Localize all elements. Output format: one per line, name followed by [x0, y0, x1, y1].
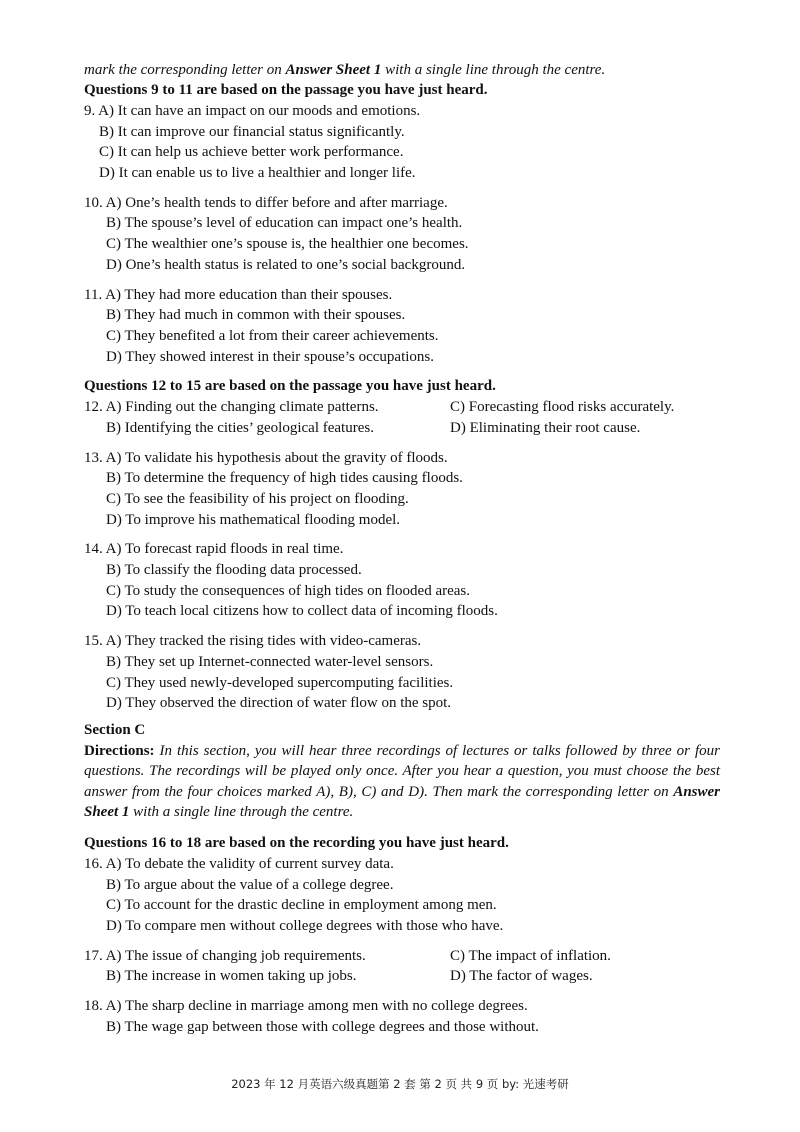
- option-9c: C) It can help us achieve better work performance.: [99, 144, 404, 161]
- option-9b: B) It can improve our financial status significantly.: [99, 123, 405, 140]
- option-13a: 13. A) To validate his hypothesis about the gravity of floods.: [84, 449, 448, 466]
- option-13d: D) To improve his mathematical flooding model.: [106, 511, 401, 528]
- option-17a: 17. A) The issue of changing job requirements.: [84, 947, 366, 964]
- question-18: [84, 996, 720, 1037]
- option-12c: C) Forecasting flood risks accurately.: [450, 399, 675, 416]
- option-13b: B) To determine the frequency of high tides causing floods.: [106, 470, 463, 487]
- option-11b: B) They had much in common with their spouses.: [106, 307, 406, 324]
- option-16c: C) To account for the drastic decline in employment among men.: [106, 897, 497, 914]
- option-18b: B) The wage gap between those with college degrees and those without.: [106, 1018, 539, 1035]
- question-13: [84, 448, 720, 531]
- question-14: [84, 539, 720, 622]
- group-heading-9-11: Questions 9 to 11 are based on the passage you have just heard.: [84, 82, 488, 98]
- option-10d: D) One’s health status is related to one’s social background.: [106, 256, 466, 273]
- option-10c: C) The wealthier one’s spouse is, the healthier one becomes.: [106, 236, 469, 253]
- question-10: [84, 193, 720, 276]
- option-15a: 15. A) They tracked the rising tides with video-cameras.: [84, 633, 422, 650]
- question-12: [84, 397, 720, 438]
- option-9a: 9. A) It can have an impact on our moods and emotions.: [84, 103, 421, 119]
- option-12d: D) Eliminating their root cause.: [450, 419, 641, 436]
- option-14c: C) To study the consequences of high tides on flooded areas.: [106, 582, 471, 599]
- section-c-directions: Directions: In this section, you will hear three recordings of lectures or talks followed by three or four questions. The recordings will be played only once. After you hear a question, you must choose the best answer from the four choices marked A), B), C) and D). Then mark the corresponding letter on Answer Sheet 1 with a single line through the centre.: [84, 742, 720, 821]
- option-14b: B) To classify the flooding data processed.: [106, 562, 362, 579]
- option-17d: D) The factor of wages.: [450, 968, 593, 985]
- exam-page: [84, 60, 720, 1037]
- option-12a: 12. A) Finding out the changing climate patterns.: [84, 399, 379, 416]
- option-16b: B) To argue about the value of a college degree.: [106, 876, 394, 893]
- option-10b: B) The spouse’s level of education can impact one’s health.: [106, 215, 463, 232]
- question-9: [84, 101, 720, 184]
- question-11: [84, 285, 720, 368]
- option-14d: D) To teach local citizens how to collect data of incoming floods.: [106, 603, 498, 620]
- page-footer: 2023 年 12 月英语六级真题第 2 套 第 2 页 共 9 页 by: 光速考研: [231, 1077, 569, 1091]
- question-17: [84, 946, 720, 987]
- group-heading-16-18: Questions 16 to 18 are based on the recording you have just heard.: [84, 834, 509, 851]
- option-12b: B) Identifying the cities’ geological features.: [106, 419, 374, 436]
- option-17b: B) The increase in women taking up jobs.: [106, 968, 357, 985]
- option-11c: C) They benefited a lot from their career achievements.: [106, 327, 439, 344]
- option-16d: D) To compare men without college degrees with those who have.: [106, 917, 504, 934]
- option-15b: B) They set up Internet-connected water-level sensors.: [106, 653, 434, 670]
- question-15: [84, 631, 720, 714]
- intro-line: mark the corresponding letter on Answer Sheet 1 with a single line through the centre.: [84, 62, 606, 78]
- option-14a: 14. A) To forecast rapid floods in real time.: [84, 541, 344, 558]
- option-16a: 16. A) To debate the validity of current survey data.: [84, 855, 394, 872]
- option-10a: 10. A) One’s health tends to differ before and after marriage.: [84, 194, 448, 211]
- option-11a: 11. A) They had more education than their spouses.: [84, 286, 393, 303]
- group-heading-12-15: Questions 12 to 15 are based on the passage you have just heard.: [84, 378, 496, 395]
- option-9d: D) It can enable us to live a healthier and longer life.: [99, 165, 416, 182]
- option-17c: C) The impact of inflation.: [450, 947, 611, 964]
- section-c-title: Section C: [84, 721, 146, 738]
- option-13c: C) To see the feasibility of his project on flooding.: [106, 491, 409, 507]
- option-15c: C) They used newly-developed supercomputing facilities.: [106, 674, 454, 691]
- question-16: [84, 854, 720, 937]
- option-15d: D) They observed the direction of water flow on the spot.: [106, 695, 452, 712]
- option-11d: D) They showed interest in their spouse’s occupations.: [106, 348, 434, 365]
- option-18a: 18. A) The sharp decline in marriage among men with no college degrees.: [84, 998, 528, 1014]
